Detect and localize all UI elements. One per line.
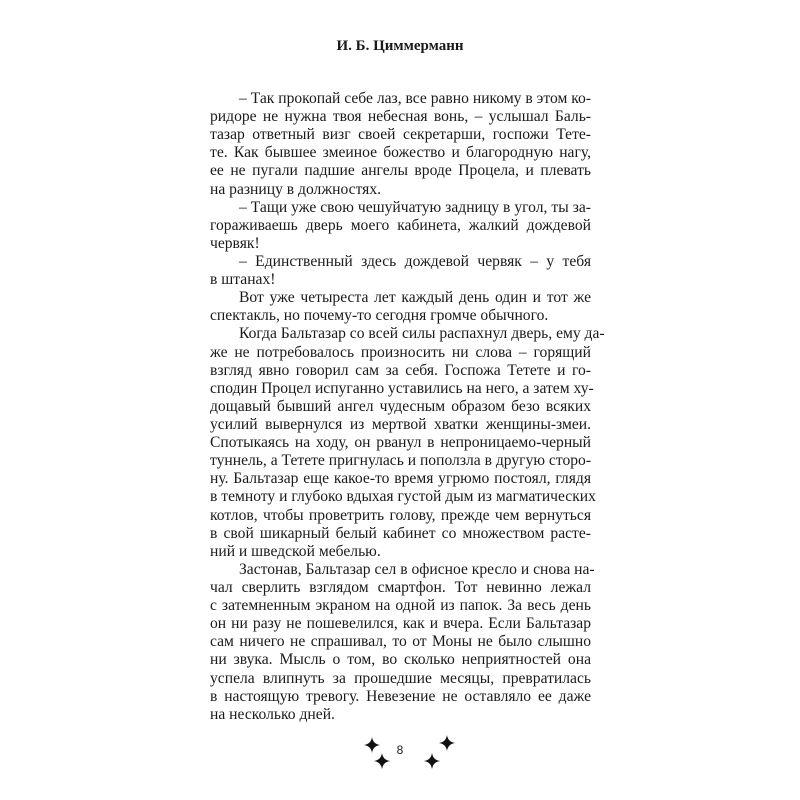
- body-text: [210, 90, 605, 724]
- text-line: в темноту и глубоко вдыхая густой дым из магматических: [210, 488, 596, 506]
- text-line: Вот уже четыреста лет каждый день один и тот же: [239, 289, 591, 307]
- text-line: туннель, а Тетете пригнулась и поползла в другую сторо-: [210, 452, 592, 470]
- text-line: на несколько дней.: [210, 705, 335, 723]
- text-line: – Тащи уже свою чешуйчатую задницу в угол, ты за-: [239, 198, 591, 216]
- text-line: те. Как бывшее змеиное божество и благородную нагу,: [210, 144, 591, 162]
- text-line: ний и шведской мебелью.: [210, 542, 381, 560]
- text-line: он ни разу не пошевелился, как и вчера. Если Бальтазар: [210, 615, 591, 633]
- text-line: – Единственный здесь дождевой червяк – у тебя: [239, 252, 591, 270]
- text-line: в свой шикарный белый кабинет со множеством расте-: [210, 524, 591, 542]
- text-line: ни звука. Мысль о том, во сколько неприятностей она: [210, 651, 591, 669]
- text-line: червяк!: [210, 234, 260, 252]
- text-line: – Так прокопай себе лаз, все равно никому в этом ко-: [239, 90, 591, 107]
- text-line: Спотыкаясь на ходу, он рванул в непроницаемо-черный: [210, 434, 591, 452]
- text-line: тазар ответный визг своей секретарши, госпожи Тете-: [210, 126, 591, 144]
- text-line: ридоре не нужна твоя небесная вонь, – услышал Баль-: [210, 108, 591, 126]
- four-point-star-icon: [439, 735, 455, 751]
- text-line: Когда Бальтазар со всей силы распахнул дверь, ему да-: [239, 325, 605, 343]
- text-line: Застонав, Бальтазар сел в офисное кресло и снова на-: [239, 560, 595, 578]
- text-line: гораживаешь дверь моего кабинета, жалкий дождевой: [210, 216, 591, 234]
- text-line: с затемненным экраном на одной из папок. За весь день: [210, 597, 591, 615]
- text-line: ее не пугали падшие ангелы вроде Процела, и плевать: [210, 162, 591, 180]
- text-line: ну. Бальтазар еще какое-то время угрюмо постоял, глядя: [210, 470, 591, 488]
- text-line: усилий вывернулся из мертвой хватки женщины-змеи.: [210, 415, 591, 433]
- text-line: чал сверлить взглядом смартфон. Тот невинно лежал: [210, 578, 591, 596]
- four-point-star-icon: [364, 737, 380, 753]
- four-point-star-icon: [424, 753, 440, 769]
- text-line: спектакль, но почему-то сегодня громче обычного.: [210, 307, 549, 325]
- running-header-author: И. Б. Циммерманн: [336, 38, 464, 54]
- text-line: на разницу в должностях.: [210, 180, 382, 198]
- text-line: дощавый бывший ангел чудесным образом безо всяких: [210, 397, 591, 415]
- text-line: сам ничего не спрашивал, то от Моны не было слышно: [210, 633, 591, 651]
- text-line: в штанах!: [210, 271, 276, 289]
- text-line: же не потребовалось произносить ни слова – горящий: [210, 343, 591, 361]
- text-line: котлов, чтобы проветрить голову, прежде чем вернуться: [210, 506, 591, 524]
- text-line: взгляд явно говорил сам за себя. Госпожа Тетете и го-: [210, 361, 591, 379]
- page-number: 8: [396, 743, 404, 757]
- text-line: сподин Процел испуганно уставились на него, а затем ху-: [210, 379, 594, 397]
- page-footer: [0, 735, 800, 775]
- text-line: в настоящую тревогу. Невезение не оставляло ее даже: [210, 687, 591, 705]
- text-line: успела влипнуть за прошедшие месяцы, превратилась: [210, 669, 591, 687]
- four-point-star-icon: [374, 753, 390, 769]
